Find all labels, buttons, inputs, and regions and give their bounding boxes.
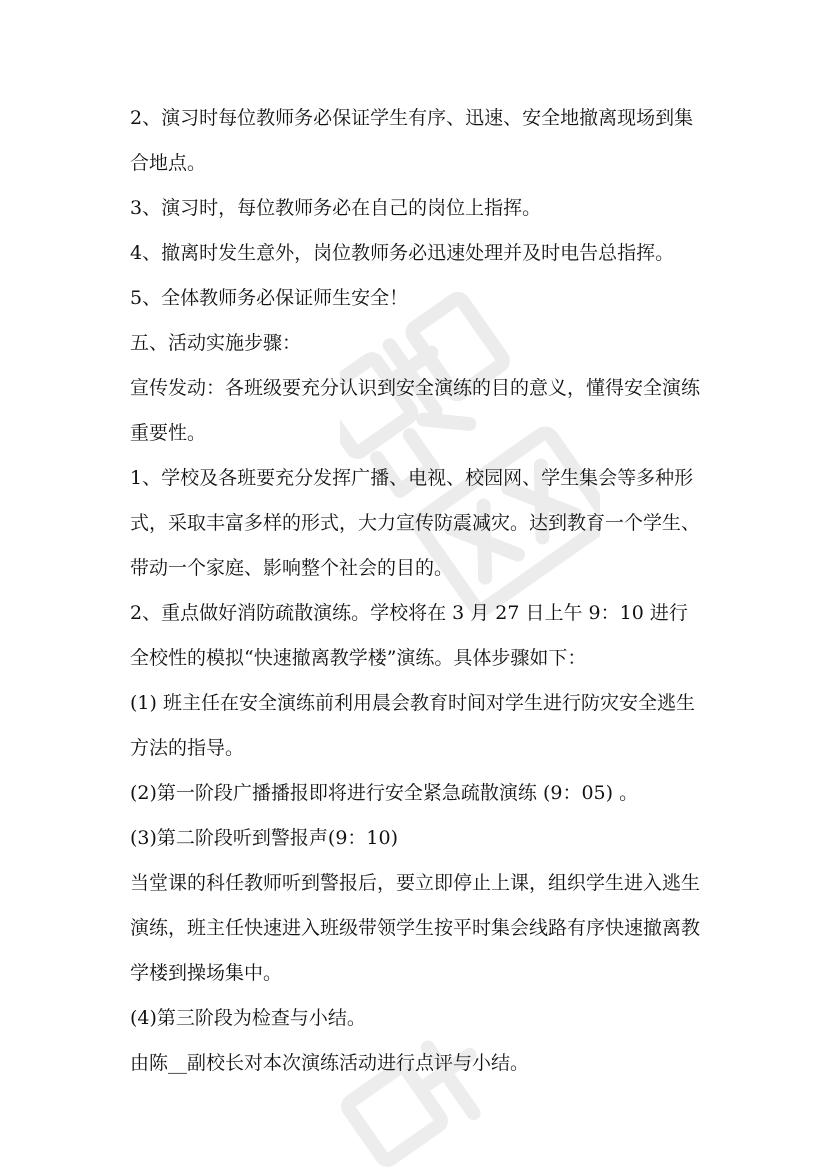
paragraph: 3、演习时，每位教师务必在自己的岗位上指挥。 <box>130 197 542 219</box>
section-heading: 五、活动实施步骤： <box>130 332 302 354</box>
paragraph: (1) 班主任在安全演练前利用晨会教育时间对学生进行防灾安全逃生方法的指导。 <box>130 692 695 759</box>
paragraph: 2、演习时每位教师务必保证学生有序、迅速、安全地撤离现场到集合地点。 <box>130 107 694 174</box>
paragraph: 2、重点做好消防疏散演练。学校将在 3 月 27 日上午 9：10 进行全校性的模拟“快速撤离教学楼”演练。具体步骤如下： <box>130 602 688 669</box>
paragraph: 1、学校及各班要充分发挥广播、电视、校园网、学生集会等多种形式，采取丰富多样的形式，大力宣传防震减灾。达到教育一个学生、带动一个家庭、影响整个社会的目的。 <box>130 467 701 579</box>
paragraph: 由陈__副校长对本次演练活动进行点评与小结。 <box>130 1052 530 1074</box>
paragraph: (2)第一阶段广播播报即将进行安全紧急疏散演练 (9：05) 。 <box>130 782 639 804</box>
document-body <box>130 96 700 1086</box>
paragraph: 4、撤离时发生意外，岗位教师务必迅速处理并及时电告总指挥。 <box>130 242 675 264</box>
paragraph: 宣传发动：各班级要充分认识到安全演练的目的意义，懂得安全演练重要性。 <box>130 377 701 444</box>
paragraph: (3)第二阶段听到警报声(9：10) <box>130 827 399 849</box>
paragraph: 5、全体教师务必保证师生安全！ <box>130 287 409 309</box>
paragraph: 当堂课的科任教师听到警报后，要立即停止上课，组织学生进入逃生演练，班主任快速进入班级带领学生按平时集会线路有序快速撤离教学楼到操场集中。 <box>130 872 701 984</box>
paragraph: (4)第三阶段为检查与小结。 <box>130 1007 366 1029</box>
